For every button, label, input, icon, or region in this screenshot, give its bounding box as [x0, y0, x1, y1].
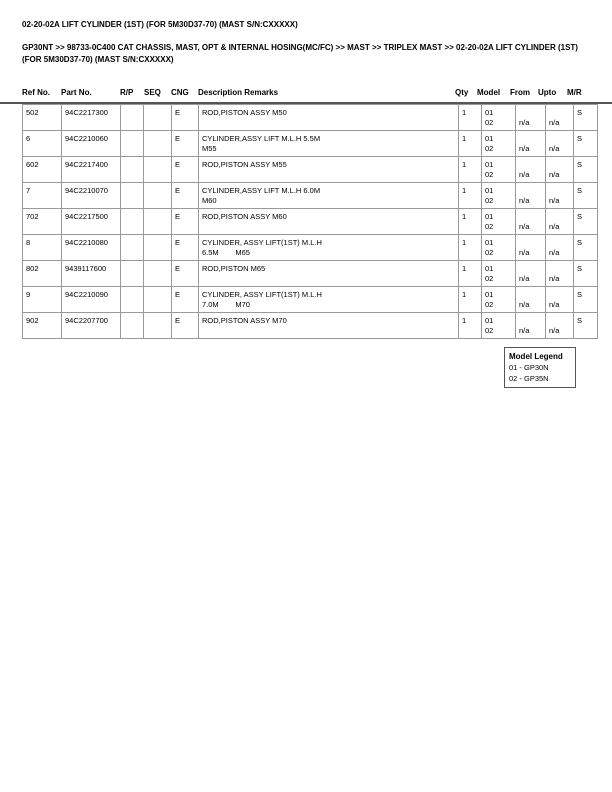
desc-text: CYLINDER, ASSY LIFT(1ST) M.L.H — [202, 238, 322, 247]
column-header: Part No. — [61, 88, 92, 97]
upto-text: n/a — [549, 300, 560, 309]
desc2-text: 6.5M M65 — [202, 248, 250, 257]
table-row — [23, 131, 598, 157]
ref-text: 802 — [26, 264, 39, 273]
cell-cng — [172, 131, 199, 157]
column-header: Upto — [538, 88, 557, 97]
cell-upto — [546, 209, 574, 235]
model-legend — [504, 347, 576, 388]
model2-text: 02 — [485, 118, 494, 127]
from-text: n/a — [519, 118, 530, 127]
from-text: n/a — [519, 248, 530, 257]
desc-text: ROD,PISTON ASSY M50 — [202, 108, 287, 117]
column-header: Ref No. — [22, 88, 50, 97]
cell-rp — [121, 131, 144, 157]
cell-mr — [574, 157, 598, 183]
parts-table — [22, 104, 598, 339]
cell-from — [516, 131, 546, 157]
ref-text: 902 — [26, 316, 39, 325]
cell-seq — [144, 209, 172, 235]
cell-mr — [574, 131, 598, 157]
part-text: 94C2207700 — [65, 316, 108, 325]
cell-qty — [459, 157, 482, 183]
cell-qty — [459, 287, 482, 313]
cell-mr — [574, 261, 598, 287]
legend-item: 02 - GP35N — [509, 374, 549, 383]
cell-seq — [144, 287, 172, 313]
cell-ref — [23, 157, 62, 183]
model2-text: 02 — [485, 144, 494, 153]
cell-cng — [172, 235, 199, 261]
cell-part — [62, 235, 121, 261]
cell-mr — [574, 313, 598, 339]
qty-text: 1 — [462, 186, 467, 195]
model-text: 01 — [485, 108, 494, 117]
column-header: Description Remarks — [198, 88, 279, 97]
from-text: n/a — [519, 274, 530, 283]
cell-desc — [199, 313, 459, 339]
table-row — [23, 105, 598, 131]
cell-ref — [23, 209, 62, 235]
cell-ref — [23, 235, 62, 261]
cell-qty — [459, 183, 482, 209]
cell-mr — [574, 287, 598, 313]
model2-text: 02 — [485, 248, 494, 257]
cell-upto — [546, 157, 574, 183]
cell-qty — [459, 261, 482, 287]
cell-qty — [459, 235, 482, 261]
cell-model — [482, 261, 516, 287]
cell-cng — [172, 287, 199, 313]
part-text: 94C2217400 — [65, 160, 108, 169]
part-text: 94C2210060 — [65, 134, 108, 143]
cng-text: E — [175, 186, 181, 195]
cell-rp — [121, 261, 144, 287]
cell-model — [482, 235, 516, 261]
cell-part — [62, 157, 121, 183]
cell-model — [482, 157, 516, 183]
cell-from — [516, 183, 546, 209]
qty-text: 1 — [462, 290, 467, 299]
desc-text: CYLINDER,ASSY LIFT M.L.H 5.5M — [202, 134, 321, 143]
cell-desc — [199, 105, 459, 131]
part-text: 94C2217300 — [65, 108, 108, 117]
model-text: 01 — [485, 186, 494, 195]
cng-text: E — [175, 160, 181, 169]
from-text: n/a — [519, 222, 530, 231]
cell-desc — [199, 235, 459, 261]
cell-model — [482, 287, 516, 313]
cell-cng — [172, 183, 199, 209]
cell-cng — [172, 261, 199, 287]
breadcrumb: GP30NT >> 98733-0C400 CAT CHASSIS, MAST, OPT & INTERNAL HOSING(MC/FC) >> MAST >> TRIPLEX MAST >> 02-20-02A LIFT CYLINDER (1ST) (FOR 5M30D37-70) (MAST S/N:CXXXXX) — [22, 43, 578, 64]
ref-text: 6 — [26, 134, 31, 143]
cell-from — [516, 105, 546, 131]
mr-text: S — [577, 238, 583, 247]
from-text: n/a — [519, 144, 530, 153]
cell-upto — [546, 313, 574, 339]
qty-text: 1 — [462, 316, 467, 325]
table-row — [23, 157, 598, 183]
qty-text: 1 — [462, 134, 467, 143]
model-text: 01 — [485, 264, 494, 273]
cell-ref — [23, 313, 62, 339]
ref-text: 9 — [26, 290, 31, 299]
cell-cng — [172, 209, 199, 235]
mr-text: S — [577, 316, 583, 325]
qty-text: 1 — [462, 212, 467, 221]
table-area — [22, 104, 597, 388]
cell-from — [516, 287, 546, 313]
desc2-text: 7.0M M70 — [202, 300, 250, 309]
model2-text: 02 — [485, 326, 494, 335]
cell-rp — [121, 287, 144, 313]
cell-desc — [199, 287, 459, 313]
desc-text: CYLINDER, ASSY LIFT(1ST) M.L.H — [202, 290, 322, 299]
cell-ref — [23, 287, 62, 313]
column-header: From — [510, 88, 530, 97]
cell-seq — [144, 131, 172, 157]
cell-mr — [574, 235, 598, 261]
qty-text: 1 — [462, 264, 467, 273]
column-header: Model — [477, 88, 501, 97]
cng-text: E — [175, 238, 181, 247]
ref-text: 702 — [26, 212, 39, 221]
part-text: 94C2210080 — [65, 238, 108, 247]
cell-qty — [459, 105, 482, 131]
desc-text: ROD,PISTON M65 — [202, 264, 266, 273]
cell-model — [482, 313, 516, 339]
cell-from — [516, 235, 546, 261]
cell-ref — [23, 261, 62, 287]
mr-text: S — [577, 264, 583, 273]
ref-text: 602 — [26, 160, 39, 169]
model-text: 01 — [485, 238, 494, 247]
cell-part — [62, 131, 121, 157]
part-text: 9439117600 — [65, 264, 107, 273]
cell-from — [516, 313, 546, 339]
ref-text: 8 — [26, 238, 31, 247]
mr-text: S — [577, 290, 583, 299]
desc-text: CYLINDER,ASSY LIFT M.L.H 6.0M — [202, 186, 321, 195]
column-header: M/R — [567, 88, 582, 97]
cell-upto — [546, 105, 574, 131]
desc2-text: M60 — [202, 196, 217, 205]
cell-desc — [199, 131, 459, 157]
cell-qty — [459, 131, 482, 157]
legend-item: 01 - GP30N — [509, 363, 549, 372]
cell-mr — [574, 105, 598, 131]
column-header: CNG — [171, 88, 189, 97]
qty-text: 1 — [462, 160, 467, 169]
cell-cng — [172, 313, 199, 339]
upto-text: n/a — [549, 170, 560, 179]
cell-desc — [199, 209, 459, 235]
model2-text: 02 — [485, 170, 494, 179]
cell-part — [62, 261, 121, 287]
cell-model — [482, 131, 516, 157]
cell-mr — [574, 209, 598, 235]
mr-text: S — [577, 134, 583, 143]
column-header: Qty — [455, 88, 469, 97]
cell-rp — [121, 183, 144, 209]
model2-text: 02 — [485, 222, 494, 231]
model-text: 01 — [485, 316, 494, 325]
upto-text: n/a — [549, 196, 560, 205]
cell-desc — [199, 261, 459, 287]
cell-rp — [121, 235, 144, 261]
cell-seq — [144, 261, 172, 287]
model2-text: 02 — [485, 196, 494, 205]
cell-seq — [144, 157, 172, 183]
cell-from — [516, 209, 546, 235]
cell-part — [62, 209, 121, 235]
upto-text: n/a — [549, 274, 560, 283]
cell-qty — [459, 313, 482, 339]
from-text: n/a — [519, 300, 530, 309]
table-row — [23, 313, 598, 339]
ref-text: 502 — [26, 108, 39, 117]
cell-upto — [546, 235, 574, 261]
cell-model — [482, 209, 516, 235]
upto-text: n/a — [549, 144, 560, 153]
cell-seq — [144, 235, 172, 261]
qty-text: 1 — [462, 238, 467, 247]
cell-ref — [23, 183, 62, 209]
mr-text: S — [577, 108, 583, 117]
cell-upto — [546, 287, 574, 313]
model-text: 01 — [485, 212, 494, 221]
legend-title: Model Legend — [509, 352, 563, 361]
cell-cng — [172, 105, 199, 131]
cell-upto — [546, 131, 574, 157]
cell-model — [482, 183, 516, 209]
cell-ref — [23, 131, 62, 157]
table-row — [23, 183, 598, 209]
upto-text: n/a — [549, 326, 560, 335]
upto-text: n/a — [549, 222, 560, 231]
cell-rp — [121, 209, 144, 235]
cell-from — [516, 157, 546, 183]
model2-text: 02 — [485, 274, 494, 283]
cell-part — [62, 183, 121, 209]
desc-text: ROD,PISTON ASSY M60 — [202, 212, 287, 221]
mr-text: S — [577, 212, 583, 221]
cng-text: E — [175, 108, 181, 117]
column-header: SEQ — [144, 88, 161, 97]
cng-text: E — [175, 290, 181, 299]
page-title: 02-20-02A LIFT CYLINDER (1ST) (FOR 5M30D37-70) (MAST S/N:CXXXXX) — [22, 20, 298, 29]
desc-text: ROD,PISTON ASSY M55 — [202, 160, 287, 169]
desc-text: ROD,PISTON ASSY M70 — [202, 316, 287, 325]
cell-rp — [121, 313, 144, 339]
model-text: 01 — [485, 160, 494, 169]
part-text: 94C2217500 — [65, 212, 108, 221]
desc2-text: M55 — [202, 144, 217, 153]
cell-part — [62, 105, 121, 131]
model2-text: 02 — [485, 300, 494, 309]
qty-text: 1 — [462, 108, 467, 117]
cell-ref — [23, 105, 62, 131]
from-text: n/a — [519, 326, 530, 335]
cell-desc — [199, 157, 459, 183]
cng-text: E — [175, 316, 181, 325]
cell-rp — [121, 105, 144, 131]
table-row — [23, 235, 598, 261]
cell-rp — [121, 157, 144, 183]
upto-text: n/a — [549, 248, 560, 257]
cell-cng — [172, 157, 199, 183]
cell-qty — [459, 209, 482, 235]
cell-part — [62, 287, 121, 313]
mr-text: S — [577, 160, 583, 169]
cng-text: E — [175, 134, 181, 143]
column-header: R/P — [120, 88, 134, 97]
from-text: n/a — [519, 170, 530, 179]
cell-seq — [144, 183, 172, 209]
model-text: 01 — [485, 134, 494, 143]
cell-desc — [199, 183, 459, 209]
cell-model — [482, 105, 516, 131]
cell-upto — [546, 183, 574, 209]
cell-mr — [574, 183, 598, 209]
mr-text: S — [577, 186, 583, 195]
table-row — [23, 261, 598, 287]
cell-part — [62, 313, 121, 339]
table-row — [23, 287, 598, 313]
model-text: 01 — [485, 290, 494, 299]
part-text: 94C2210070 — [65, 186, 108, 195]
ref-text: 7 — [26, 186, 31, 195]
cell-seq — [144, 313, 172, 339]
cng-text: E — [175, 212, 181, 221]
upto-text: n/a — [549, 118, 560, 127]
table-row — [23, 209, 598, 235]
cell-from — [516, 261, 546, 287]
cell-upto — [546, 261, 574, 287]
cell-seq — [144, 105, 172, 131]
cng-text: E — [175, 264, 181, 273]
part-text: 94C2210090 — [65, 290, 108, 299]
from-text: n/a — [519, 196, 530, 205]
